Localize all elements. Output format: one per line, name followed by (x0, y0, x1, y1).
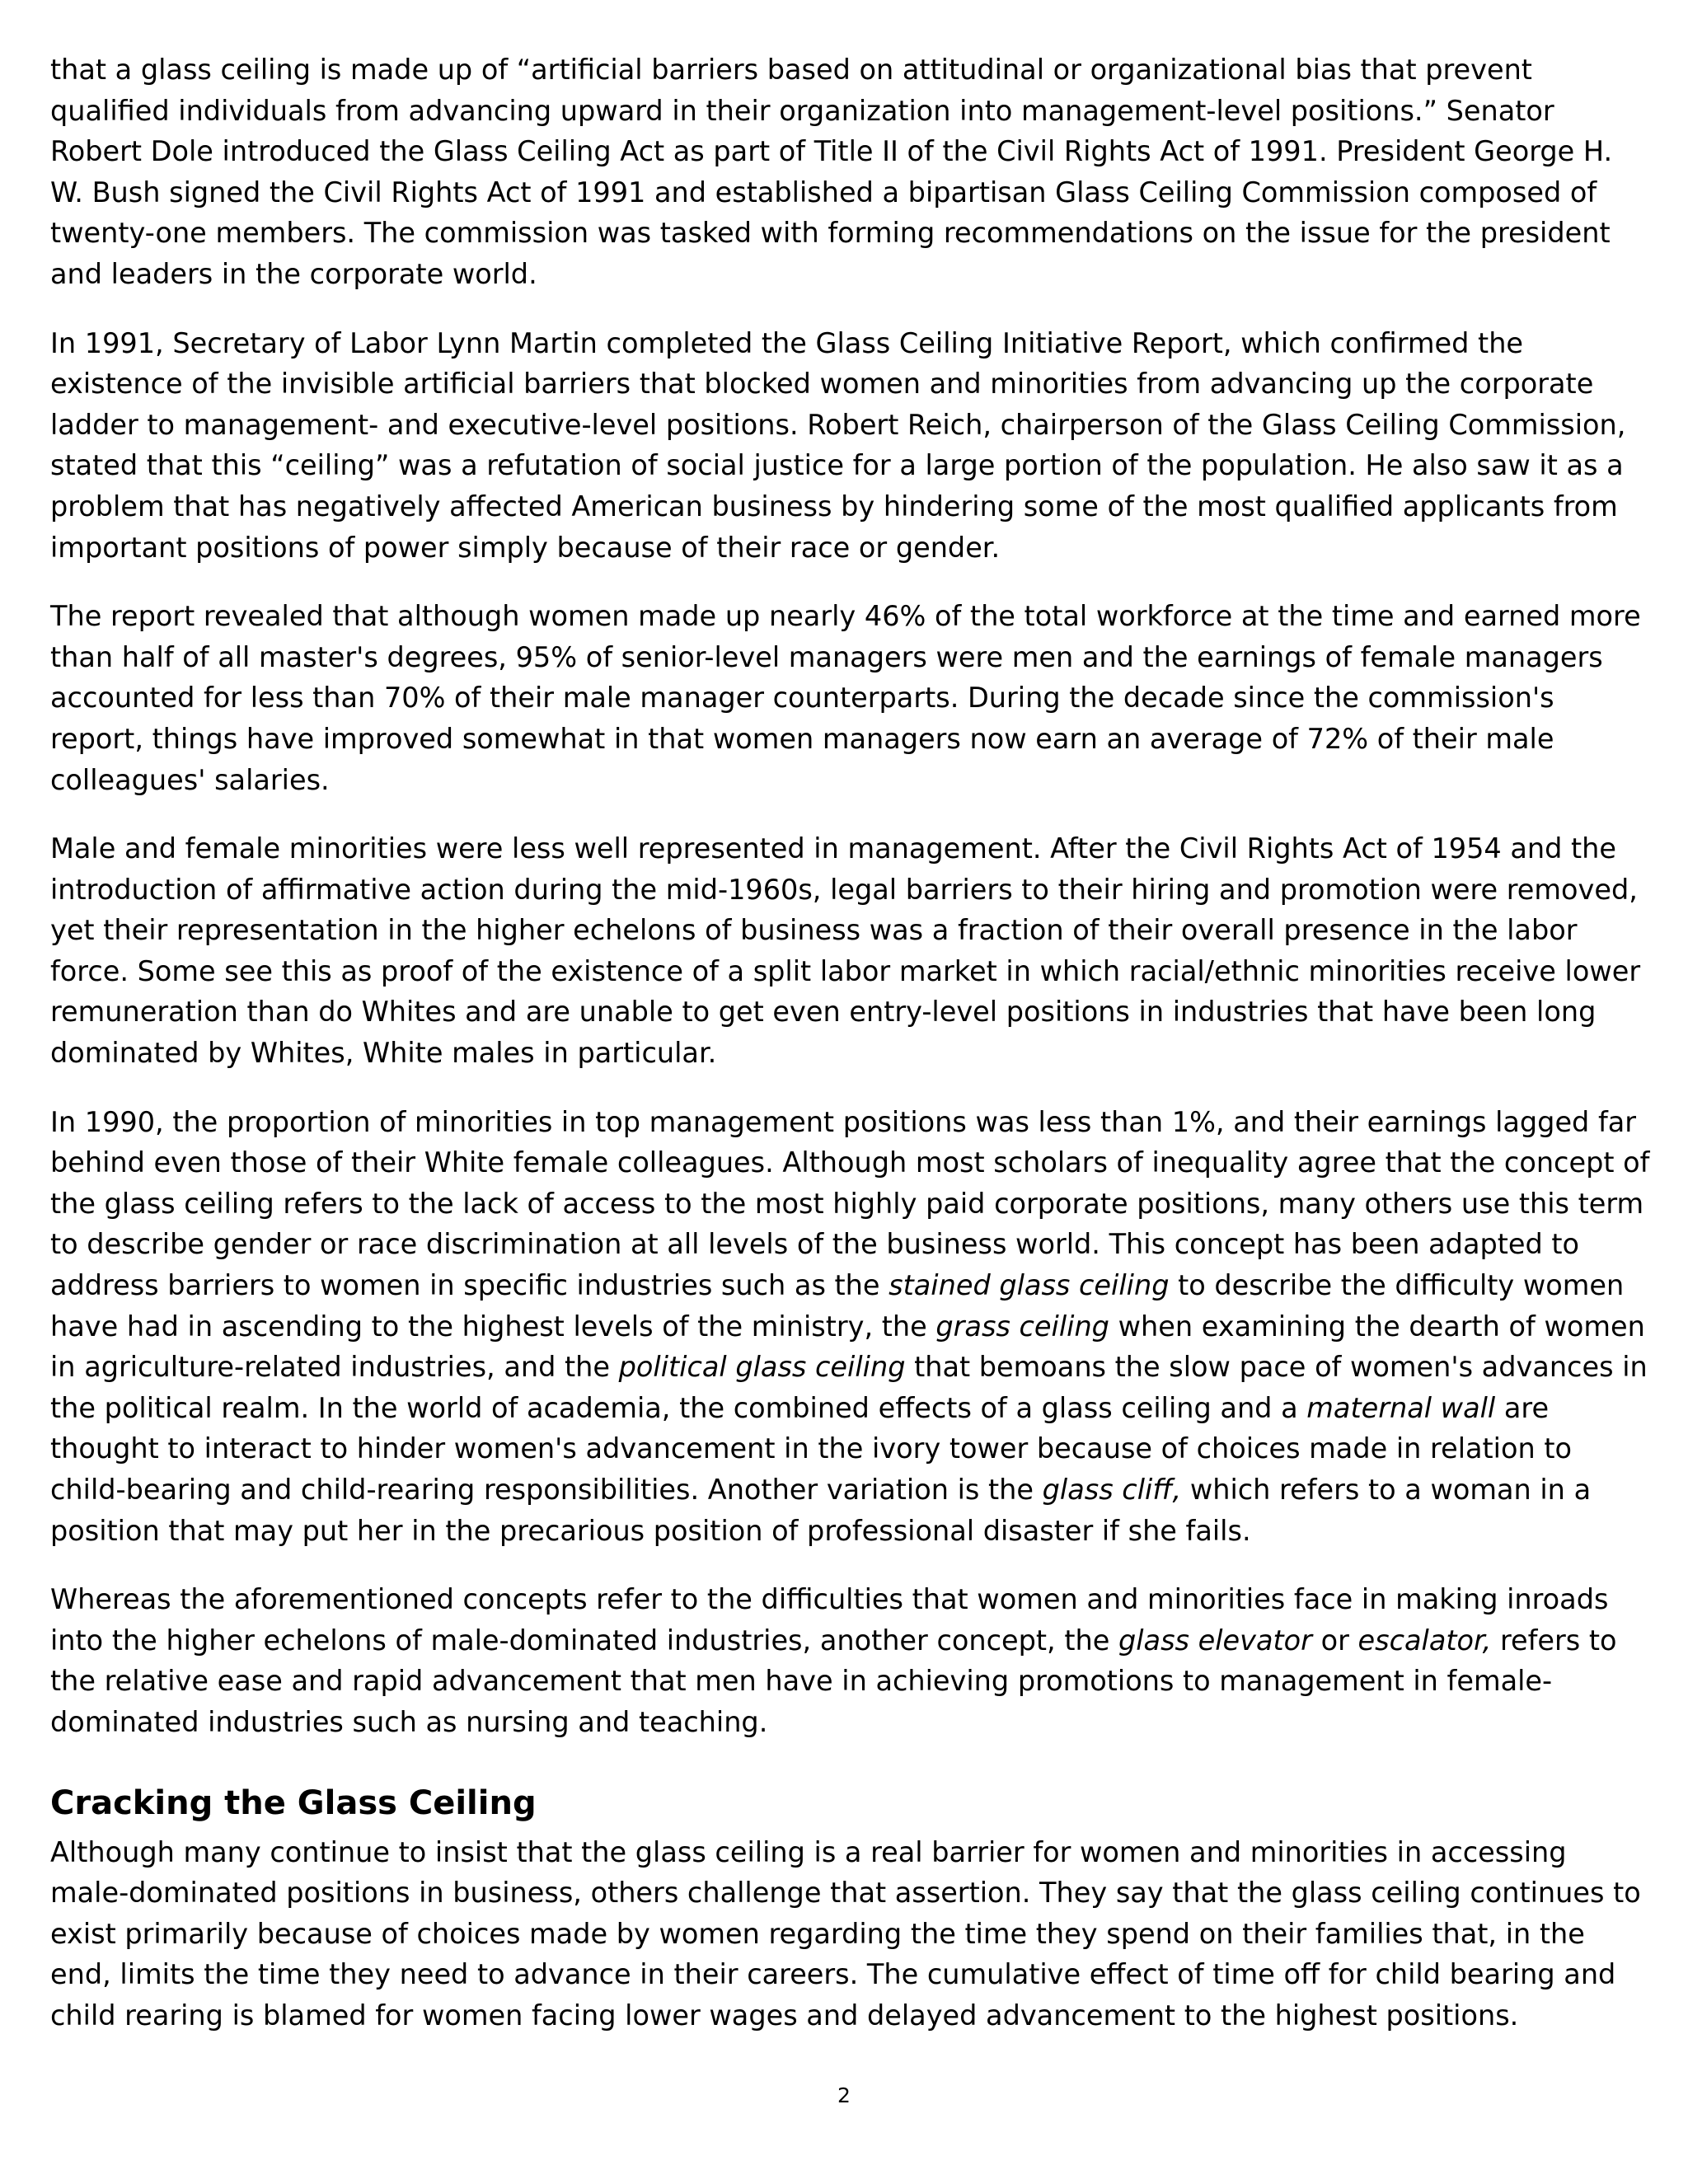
text-run: Male and female minorities were less well represented in management. After the Civil Rights Act of 1954 and the introduction of affirmative action during the mid-1960s, legal barriers to their hiring and promotion were removed, yet their representation in the higher echelons of business was a fraction of their overall presence in the labor force. Some see this as proof of the existence of a split labor market in which racial/ethnic minorities receive lower remuneration than do Whites and are unable to get even entry-level positions in industries that have been long dominated by Whites, White males in particular. (50, 832, 1641, 1070)
document-body (50, 49, 1653, 2064)
body-paragraph (50, 596, 1653, 800)
text-run: which refers to a woman in a position that may put her in the precarious position of professional disaster if she fails. (50, 1474, 1592, 1547)
text-run: that a glass ceiling is made up of “artificial barriers based on attitudinal or organizational bias that prevent qualified individuals from advancing upward in their organization into management-level positions.” Senator Robert Dole introduced the Glass Ceiling Act as part of Title II of the Civil Rights Act of 1991. President George H. W. Bush signed the Civil Rights Act of 1991 and established a bipartisan Glass Ceiling Commission composed of twenty-one members. The commission was tasked with forming recommendations on the issue for the president and leaders in the corporate world. (50, 54, 1613, 290)
text-run: In 1991, Secretary of Labor Lynn Martin completed the Glass Ceiling Initiative Report, which confirmed the existence of the invisible artificial barriers that blocked women and minorities from advancing up the corporate ladder to management- and executive-level positions. Robert Reich, chairperson of the Glass Ceiling Commission, stated that this “ceiling” was a refutation of social justice for a large portion of the population. He also saw it as a problem that has negatively affected American business by hindering some of the most qualified applicants from important positions of power simply because of their race or gender. (50, 326, 1626, 564)
text-run: or (1311, 1624, 1358, 1657)
text-run: The report revealed that although women made up nearly 46% of the total workforce at the time and earned more than half of all master's degrees, 95% of senior-level managers were men and the earnings of female managers accounted for less than 70% of their male manager counterparts. During the decade since the commission's report, things have improved somewhat in that women managers now earn an average of 72% of their male colleagues' salaries. (50, 600, 1641, 796)
italic-term: stained glass ceiling (889, 1269, 1170, 1302)
italic-term: glass cliff, (1042, 1474, 1182, 1506)
text-run: In 1990, the proportion of minorities in top management positions was less than 1%, and their earnings lagged far behind even those of their White female colleagues. Although most scholars of inequality agree that the concept of the glass ceiling refers to the lack of access to the most highly paid corporate positions, many others use this term to describe gender or race discrimination at all levels of the business world. This concept has been adapted to address barriers to women in specific industries such as the (50, 1105, 1650, 1302)
text-run: refers to the relative ease and rapid advancement that men have in achieving promotions to management in female-dominated industries such as nursing and teaching. (50, 1624, 1617, 1738)
italic-term: escalator, (1357, 1624, 1492, 1657)
paragraph-list (50, 49, 1653, 1743)
section-heading: Cracking the Glass Ceiling (50, 1783, 537, 1822)
text-run: when examining the dearth of women in agriculture-related industries, and the (50, 1310, 1645, 1384)
italic-term: maternal wall (1306, 1391, 1496, 1424)
italic-term: glass elevator (1118, 1624, 1312, 1657)
text-run: that bemoans the slow pace of women's advances in the political realm. In the world of academia, the combined effects of a glass ceiling and a (50, 1351, 1648, 1424)
body-paragraph (50, 323, 1653, 569)
body-paragraph (50, 1102, 1653, 1552)
body-paragraph (50, 49, 1653, 295)
text-run: are thought to interact to hinder women's advancement in the ivory tower because of choices made in relation to child-bearing and child-rearing responsibilities. Another variation is the (50, 1391, 1572, 1506)
section-paragraph: Although many continue to insist that the glass ceiling is a real barrier for women and minorities in accessing male-dominated positions in business, others challenge that assertion. They say that the glass ceiling continues to exist primarily because of choices made by women regarding the time they spend on their families that, in the end, limits the time they need to advance in their careers. The cumulative effect of time off for child bearing and child rearing is blamed for women facing lower wages and delayed advancement to the highest positions. (50, 1835, 1641, 2032)
body-paragraph (50, 828, 1653, 1074)
text-run: to describe the difficulty women have had in ascending to the highest levels of the ministry, the (50, 1269, 1625, 1343)
text-run: Whereas the aforementioned concepts refer to the difficulties that women and minorities face in making inroads into the higher echelons of male-dominated industries, another concept, the (50, 1583, 1609, 1657)
italic-term: grass ceiling (935, 1310, 1109, 1343)
page-number: 2 (837, 2083, 851, 2107)
italic-term: political glass ceiling (618, 1351, 906, 1384)
body-paragraph (50, 1579, 1653, 1742)
